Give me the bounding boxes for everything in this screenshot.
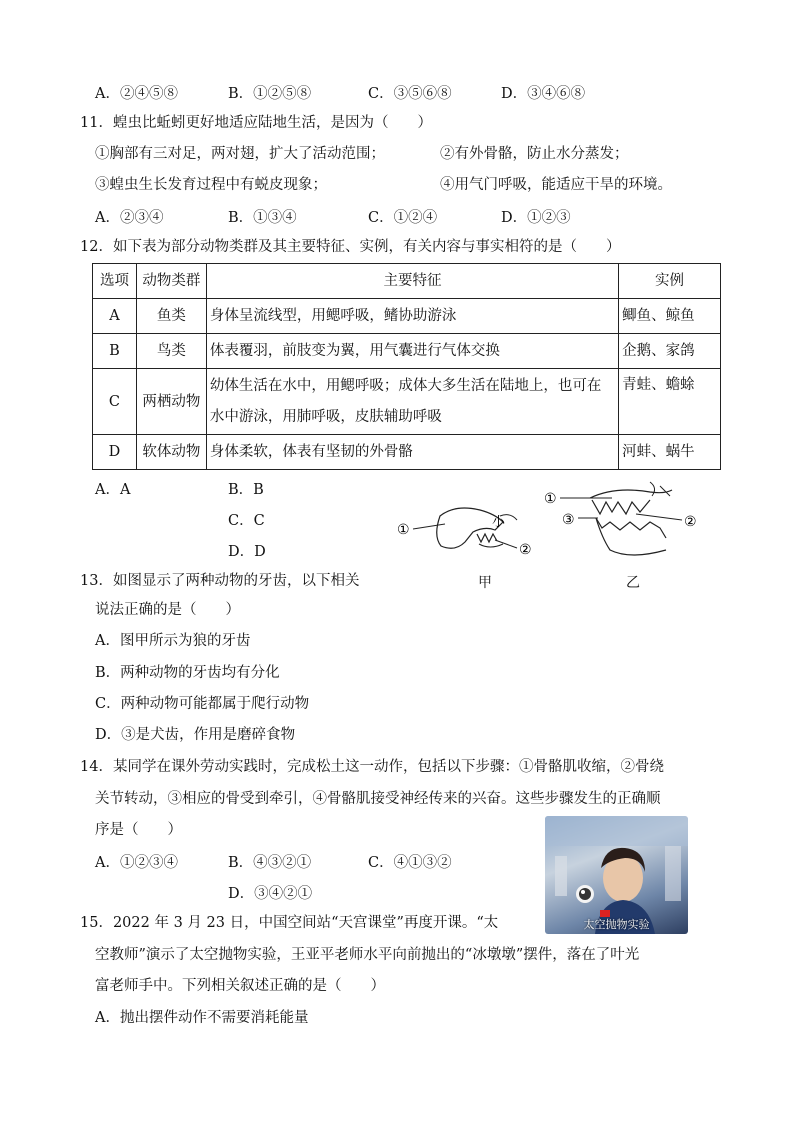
- table-cell: 软体动物: [136, 435, 206, 470]
- table-row: [93, 435, 721, 470]
- table-cell: 企鹅、家鸽: [619, 334, 721, 369]
- figure-yi-teeth: [540, 478, 700, 568]
- q11-statement-2: ②有外骨骼，防止水分蒸发；: [440, 146, 629, 162]
- table-cell: 体表覆羽，前肢变为翼，用气囊进行气体交换: [206, 334, 618, 369]
- table-cell: 身体柔软，体表有坚韧的外骨骼: [206, 435, 618, 470]
- marker-small: 小: [492, 515, 506, 530]
- table-cell: 身体呈流线型，用鳃呼吸，鳍协助游泳: [206, 299, 618, 334]
- q15-stem-line2: 空教师”演示了太空抛物实验，王亚平老师水平向前抛出的“冰墩墩”摆件，落在了叶光: [95, 947, 640, 963]
- q13-option-c: C．两种动物可能都属于爬行动物: [95, 696, 310, 712]
- table-cell: A: [93, 299, 137, 334]
- figure-yi-caption: 乙: [626, 575, 640, 591]
- q13-option-a: A．图甲所示为狼的牙齿: [95, 633, 251, 649]
- q12-option-b: B．B: [228, 482, 264, 498]
- q12-option-c: C．C: [228, 513, 265, 529]
- q10-option-c: C．③⑤⑥⑧: [368, 86, 452, 102]
- q14-stem-line1: 14．某同学在课外劳动实践时，完成松土这一动作，包括以下步骤：①骨骼肌收缩，②骨绕: [80, 759, 664, 775]
- table-cell: 两栖动物: [136, 369, 206, 435]
- q12-stem: 12．如下表为部分动物类群及其主要特征、实例，有关内容与事实相符的是（ ）: [80, 239, 621, 255]
- q11-statement-1: ①胸部有三对足，两对翅，扩大了活动范围；: [95, 146, 385, 162]
- q13-option-b: B．两种动物的牙齿均有分化: [95, 665, 280, 681]
- q14-option-b: B．④③②①: [228, 855, 312, 871]
- q12-option-a: A．A: [95, 482, 131, 498]
- table-cell: 河蚌、蜗牛: [619, 435, 721, 470]
- q11-stem: 11．蝗虫比蚯蚓更好地适应陆地生活，是因为（ ）: [80, 115, 432, 131]
- table-header-row: [93, 264, 721, 299]
- space-throw-photo: [545, 816, 688, 934]
- q10-option-a: A．②④⑤⑧: [95, 86, 178, 102]
- marker-2: ②: [519, 542, 532, 558]
- table-header-cell: 动物类群: [136, 264, 206, 299]
- q11-statement-3: ③蝗虫生长发育过程中有蜕皮现象；: [95, 177, 327, 193]
- q10-option-b: B．①②⑤⑧: [228, 86, 312, 102]
- table-row: [93, 369, 721, 435]
- figure-jia-caption: 甲: [478, 575, 492, 591]
- marker-1: ①: [397, 522, 410, 538]
- q10-option-d: D．③④⑥⑧: [501, 86, 586, 102]
- q14-option-d: D．③④②①: [228, 886, 313, 902]
- q11-option-b: B．①③④: [228, 210, 297, 226]
- table-row: [93, 334, 721, 369]
- table-cell: 鸟类: [136, 334, 206, 369]
- marker-1: ①: [544, 491, 557, 507]
- table-header-cell: 主要特征: [206, 264, 618, 299]
- table-cell: D: [93, 435, 137, 470]
- q11-statement-4: ④用气门呼吸，能适应干旱的环境。: [440, 177, 672, 193]
- q13-stem-line2: 说法正确的是（ ）: [95, 602, 240, 618]
- table-header-cell: 选项: [93, 264, 137, 299]
- q14-option-a: A．①②③④: [95, 855, 178, 871]
- q11-option-a: A．②③④: [95, 210, 164, 226]
- table-cell: B: [93, 334, 137, 369]
- q12-option-d: D．D: [228, 544, 266, 560]
- q11-option-c: C．①②④: [368, 210, 438, 226]
- q13-option-d: D．③是犬齿，作用是磨碎食物: [95, 727, 296, 743]
- q13-stem-line1: 13．如图显示了两种动物的牙齿，以下相关: [80, 573, 360, 589]
- table-cell: 鲫鱼、鲸鱼: [619, 299, 721, 334]
- q11-option-d: D．①②③: [501, 210, 571, 226]
- q14-stem-line3: 序是（ ）: [95, 822, 182, 838]
- table-cell: 幼体生活在水中，用鳃呼吸；成体大多生活在陆地上，也可在水中游泳，用肺呼吸，皮肤辅助呼吸: [206, 369, 618, 435]
- q14-stem-line2: 关节转动，③相应的骨受到牵引，④骨骼肌接受神经传来的兴奋。这些步骤发生的正确顺: [95, 791, 661, 807]
- table-cell: 青蛙、蟾蜍: [619, 369, 721, 435]
- marker-3: ③: [562, 512, 575, 528]
- table-header-cell: 实例: [619, 264, 721, 299]
- photo-caption: 太空抛物实验: [583, 918, 650, 931]
- table-cell: 鱼类: [136, 299, 206, 334]
- table-cell: C: [93, 369, 137, 435]
- q15-option-a: A．抛出摆件动作不需要消耗能量: [95, 1010, 309, 1026]
- marker-2: ②: [684, 514, 697, 530]
- figure-jia-teeth: [395, 496, 545, 566]
- table-row: [93, 299, 721, 334]
- q15-stem-line3: 富老师手中。下列相关叙述正确的是（ ）: [95, 978, 385, 994]
- q12-table: [92, 263, 721, 470]
- q15-stem-line1: 15．2022 年 3 月 23 日，中国空间站“天宫课堂”再度开课。“太: [80, 915, 499, 931]
- q14-option-c: C．④①③②: [368, 855, 452, 871]
